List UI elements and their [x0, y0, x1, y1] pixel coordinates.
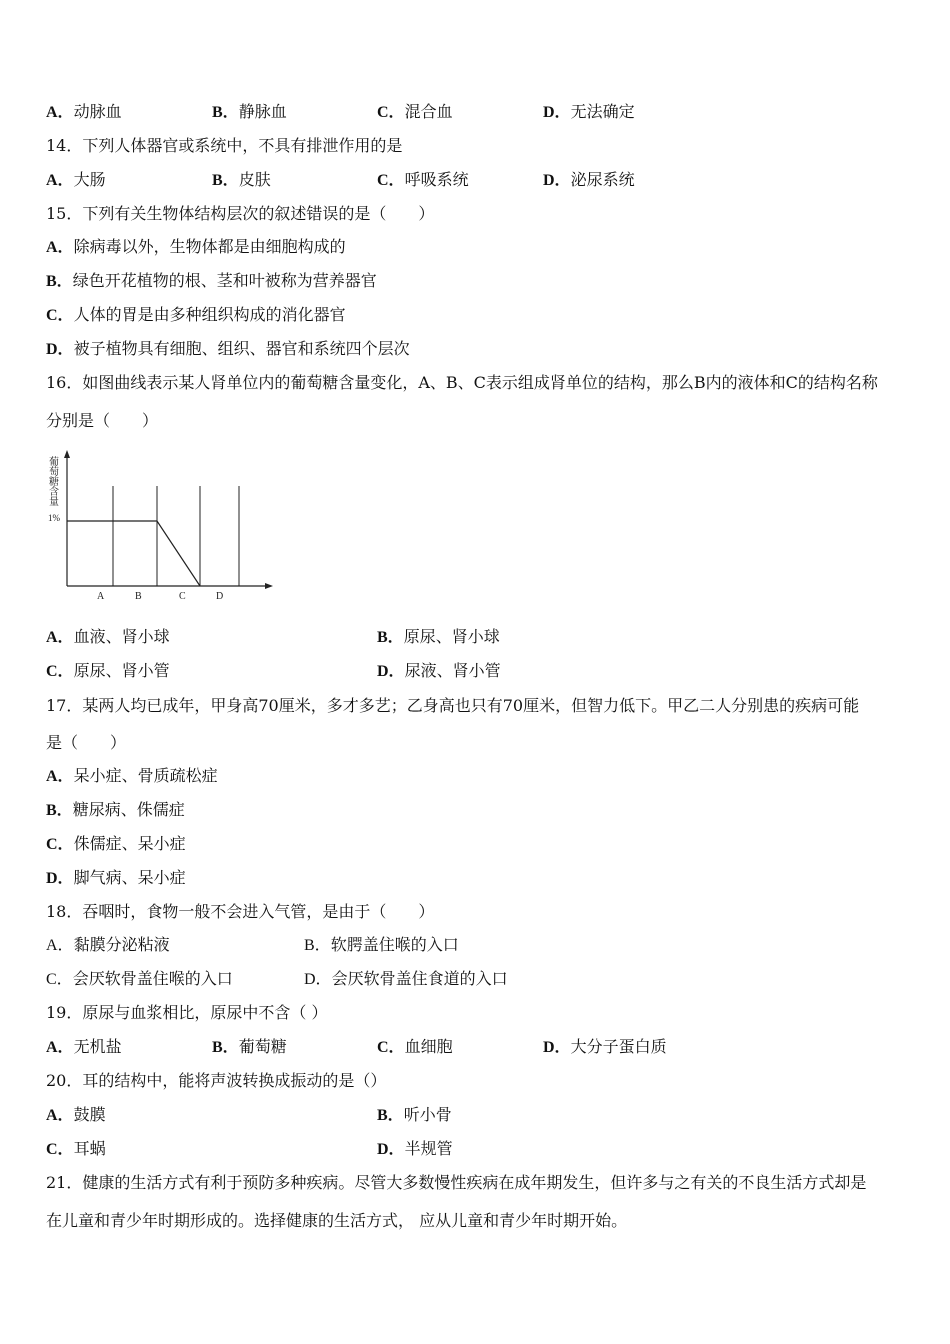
y-axis-label: 葡萄糖含量 — [46, 456, 58, 506]
q14-option-a: A．大肠 — [46, 170, 106, 189]
x-label-a: A — [97, 591, 105, 602]
q17-option-c: C．侏儒症、呆小症 — [46, 834, 186, 853]
q13-option-b: B．静脉血 — [212, 102, 287, 121]
q14-option-c: C．呼吸系统 — [377, 170, 469, 189]
q21-stem-line1: 21．健康的生活方式有利于预防多种疾病。尽管大多数慢性疾病在成年期发生，但许多与之有关的不良生活方式却是 — [46, 1173, 867, 1192]
q16-stem-line1: 16．如图曲线表示某人肾单位内的葡萄糖含量变化，A、B、C表示组成肾单位的结构，那么B内的液体和C的结构名称 — [46, 373, 878, 392]
q16-option-c: C．原尿、肾小管 — [46, 661, 170, 680]
q13-option-a: A．动脉血 — [46, 102, 122, 121]
q19-option-b: B．葡萄糖 — [212, 1037, 287, 1056]
q15-option-d: D．被子植物具有细胞、组织、器官和系统四个层次 — [46, 339, 410, 358]
q20-option-a: A．鼓膜 — [46, 1105, 106, 1124]
q14-option-d: D．泌尿系统 — [543, 170, 635, 189]
q14-option-b: B．皮肤 — [212, 170, 271, 189]
y-tick-label: 1% — [48, 513, 60, 523]
q16-stem-line2: 分别是（ ） — [46, 411, 159, 430]
q18-stem: 18．吞咽时，食物一般不会进入气管，是由于（ ） — [46, 902, 435, 921]
glucose-chart — [40, 448, 280, 608]
y-axis-arrow — [64, 450, 70, 458]
q20-option-c: C．耳蜗 — [46, 1139, 106, 1158]
x-axis-arrow — [265, 583, 273, 589]
q14-stem: 14．下列人体器官或系统中，不具有排泄作用的是 — [46, 136, 403, 155]
q17-option-b: B．糖尿病、侏儒症 — [46, 800, 185, 819]
q15-stem: 15．下列有关生物体结构层次的叙述错误的是（ ） — [46, 204, 435, 223]
q17-option-d: D．脚气病、呆小症 — [46, 868, 186, 887]
q18-option-d: D．会厌软骨盖住食道的入口 — [304, 971, 508, 988]
q13-option-d: D．无法确定 — [543, 102, 635, 121]
glucose-curve — [67, 521, 200, 586]
q16-option-b: B．原尿、肾小球 — [377, 627, 500, 646]
q18-option-c: C．会厌软骨盖住喉的入口 — [46, 971, 233, 988]
q18-option-b: B．软腭盖住喉的入口 — [304, 937, 459, 954]
q19-option-c: C．血细胞 — [377, 1037, 453, 1056]
q18-option-a: A．黏膜分泌粘液 — [46, 937, 170, 954]
q19-stem: 19．原尿与血浆相比，原尿中不含（ ） — [46, 1003, 328, 1022]
q20-option-d: D．半规管 — [377, 1139, 453, 1158]
q15-option-b: B．绿色开花植物的根、茎和叶被称为营养器官 — [46, 271, 377, 290]
q21-stem-line2: 在儿童和青少年时期形成的。选择健康的生活方式， 应从儿童和青少年时期开始。 — [46, 1211, 628, 1230]
x-label-c: C — [179, 591, 186, 602]
q16-option-a: A．血液、肾小球 — [46, 627, 170, 646]
q17-stem-line1: 17．某两人均已成年，甲身高70厘米，多才多艺；乙身高也只有70厘米，但智力低下。甲乙二人分别患的疾病可能 — [46, 696, 860, 715]
q15-option-a: A．除病毒以外，生物体都是由细胞构成的 — [46, 237, 346, 256]
q19-option-d: D．大分子蛋白质 — [543, 1037, 667, 1056]
q17-stem-line2: 是（ ） — [46, 733, 127, 752]
q16-option-d: D．尿液、肾小管 — [377, 661, 501, 680]
q13-option-c: C．混合血 — [377, 102, 453, 121]
x-label-b: B — [135, 591, 142, 602]
q19-option-a: A．无机盐 — [46, 1037, 122, 1056]
q20-option-b: B．听小骨 — [377, 1105, 452, 1124]
q15-option-c: C．人体的胃是由多种组织构成的消化器官 — [46, 305, 346, 324]
q17-option-a: A．呆小症、骨质疏松症 — [46, 766, 218, 785]
x-label-d: D — [216, 591, 224, 602]
q20-stem: 20．耳的结构中，能将声波转换成振动的是（） — [46, 1071, 387, 1090]
